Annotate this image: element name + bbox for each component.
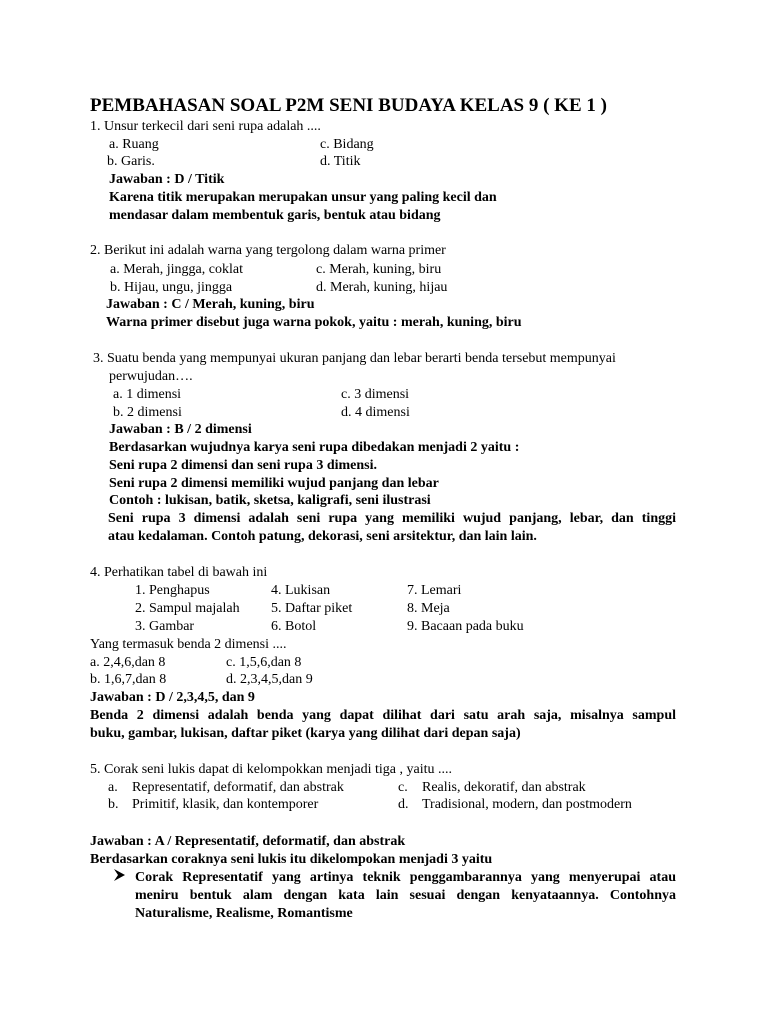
q1-option-d: d. Titik [320, 154, 361, 169]
q4-answer: Jawaban : D / 2,3,4,5, dan 9 [90, 690, 255, 705]
q5-option-a: Representatif, deformatif, dan abstrak [132, 780, 344, 795]
q5-bullet-line1: Corak Representatif yang artinya teknik penggambarannya yang menyerupai atau [135, 870, 676, 885]
q1-explanation-line1: Karena titik merupakan merupakan unsur yang paling kecil dan [109, 190, 497, 205]
q1-answer: Jawaban : D / Titik [109, 172, 225, 187]
q5-option-d-label: d. [398, 797, 409, 812]
q5-bullet-line2: meniru bentuk alam dengan kata lain sesuai dengan kenyataannya. Contohnya [135, 888, 676, 903]
q4-table-cell: 9. Bacaan pada buku [407, 619, 524, 634]
q4-option-a: a. 2,4,6,dan 8 [90, 655, 166, 670]
q3-explanation-line6: atau kedalaman. Contoh patung, dekorasi, seni arsitektur, dan lain lain. [108, 529, 537, 544]
q3-explanation-line3: Seni rupa 2 dimensi memiliki wujud panjang dan lebar [109, 476, 439, 491]
q4-option-c: c. 1,5,6,dan 8 [226, 655, 302, 670]
q2-question: 2. Berikut ini adalah warna yang tergolong dalam warna primer [90, 243, 446, 258]
q3-option-b: b. 2 dimensi [113, 405, 182, 420]
page-title: PEMBAHASAN SOAL P2M SENI BUDAYA KELAS 9 ( KE 1 ) [90, 95, 607, 116]
q2-option-c: c. Merah, kuning, biru [316, 262, 442, 277]
q3-question-line2: perwujudan…. [109, 369, 193, 384]
q3-explanation-paragraph [108, 510, 676, 546]
q3-option-d: d. 4 dimensi [341, 405, 410, 420]
q5-explanation: Berdasarkan coraknya seni lukis itu dikelompokan menjadi 3 yaitu [90, 852, 493, 867]
q4-table-cell: 2. Sampul majalah [135, 601, 240, 616]
arrow-bullet-icon [113, 868, 126, 882]
q4-prompt: Yang termasuk benda 2 dimensi .... [90, 637, 287, 652]
arrow-bullet-icon [113, 868, 126, 887]
q1-option-c: c. Bidang [320, 137, 374, 152]
q4-table-cell: 7. Lemari [407, 583, 462, 598]
q5-option-c: Realis, dekoratif, dan abstrak [422, 780, 586, 795]
q4-table-cell: 6. Botol [271, 619, 317, 634]
q3-answer: Jawaban : B / 2 dimensi [109, 422, 252, 437]
q5-answer: Jawaban : A / Representatif, deformatif, dan abstrak [90, 834, 406, 849]
q4-table-cell: 4. Lukisan [271, 583, 331, 598]
q4-question: 4. Perhatikan tabel di bawah ini [90, 565, 268, 580]
q2-option-b: b. Hijau, ungu, jingga [110, 280, 233, 295]
q2-answer: Jawaban : C / Merah, kuning, biru [106, 297, 315, 312]
q3-option-c: c. 3 dimensi [341, 387, 410, 402]
q1-question: 1. Unsur terkecil dari seni rupa adalah .... [90, 119, 321, 134]
q5-option-c-label: c. [398, 780, 408, 795]
q4-explanation-line2: buku, gambar, lukisan, daftar piket (karya yang dilihat dari depan saja) [90, 726, 521, 741]
q5-option-d: Tradisional, modern, dan postmodern [422, 797, 632, 812]
q3-option-a: a. 1 dimensi [113, 387, 182, 402]
q3-explanation-line4: Contoh : lukisan, batik, sketsa, kaligrafi, seni ilustrasi [109, 493, 431, 508]
q1-option-a: a. Ruang [109, 137, 159, 152]
q5-option-b: Primitif, klasik, dan kontemporer [132, 797, 319, 812]
q3-explanation-line2: Seni rupa 2 dimensi dan seni rupa 3 dimensi. [109, 458, 378, 473]
q5-option-a-label: a. [108, 780, 118, 795]
q4-explanation-paragraph [90, 707, 676, 743]
q2-option-a: a. Merah, jingga, coklat [110, 262, 243, 277]
q1-option-b: b. Garis. [107, 154, 155, 169]
q5-bullet-line3: Naturalisme, Realisme, Romantisme [135, 906, 353, 921]
q2-explanation: Warna primer disebut juga warna pokok, yaitu : merah, kuning, biru [106, 315, 522, 330]
q5-bullet-paragraph [135, 869, 676, 923]
q2-option-d: d. Merah, kuning, hijau [316, 280, 448, 295]
q1-explanation-line2: mendasar dalam membentuk garis, bentuk atau bidang [109, 208, 441, 223]
q4-table-cell: 1. Penghapus [135, 583, 210, 598]
q4-table-cell: 8. Meja [407, 601, 450, 616]
q3-explanation-line5: Seni rupa 3 dimensi adalah seni rupa yang memiliki wujud panjang, lebar, dan tinggi [108, 511, 676, 526]
q4-table-cell: 5. Daftar piket [271, 601, 353, 616]
q4-option-d: d. 2,3,4,5,dan 9 [226, 672, 313, 687]
q5-option-b-label: b. [108, 797, 119, 812]
q4-table-cell: 3. Gambar [135, 619, 195, 634]
q3-question-line1: 3. Suatu benda yang mempunyai ukuran panjang dan lebar berarti benda tersebut mempunyai [93, 351, 616, 366]
q3-explanation-line1: Berdasarkan wujudnya karya seni rupa dibedakan menjadi 2 yaitu : [109, 440, 520, 455]
q5-question: 5. Corak seni lukis dapat di kelompokkan menjadi tiga , yaitu .... [90, 762, 452, 777]
q4-option-b: b. 1,6,7,dan 8 [90, 672, 167, 687]
q4-explanation-line1: Benda 2 dimensi adalah benda yang dapat dilihat dari satu arah saja, misalnya sampul [90, 708, 676, 723]
